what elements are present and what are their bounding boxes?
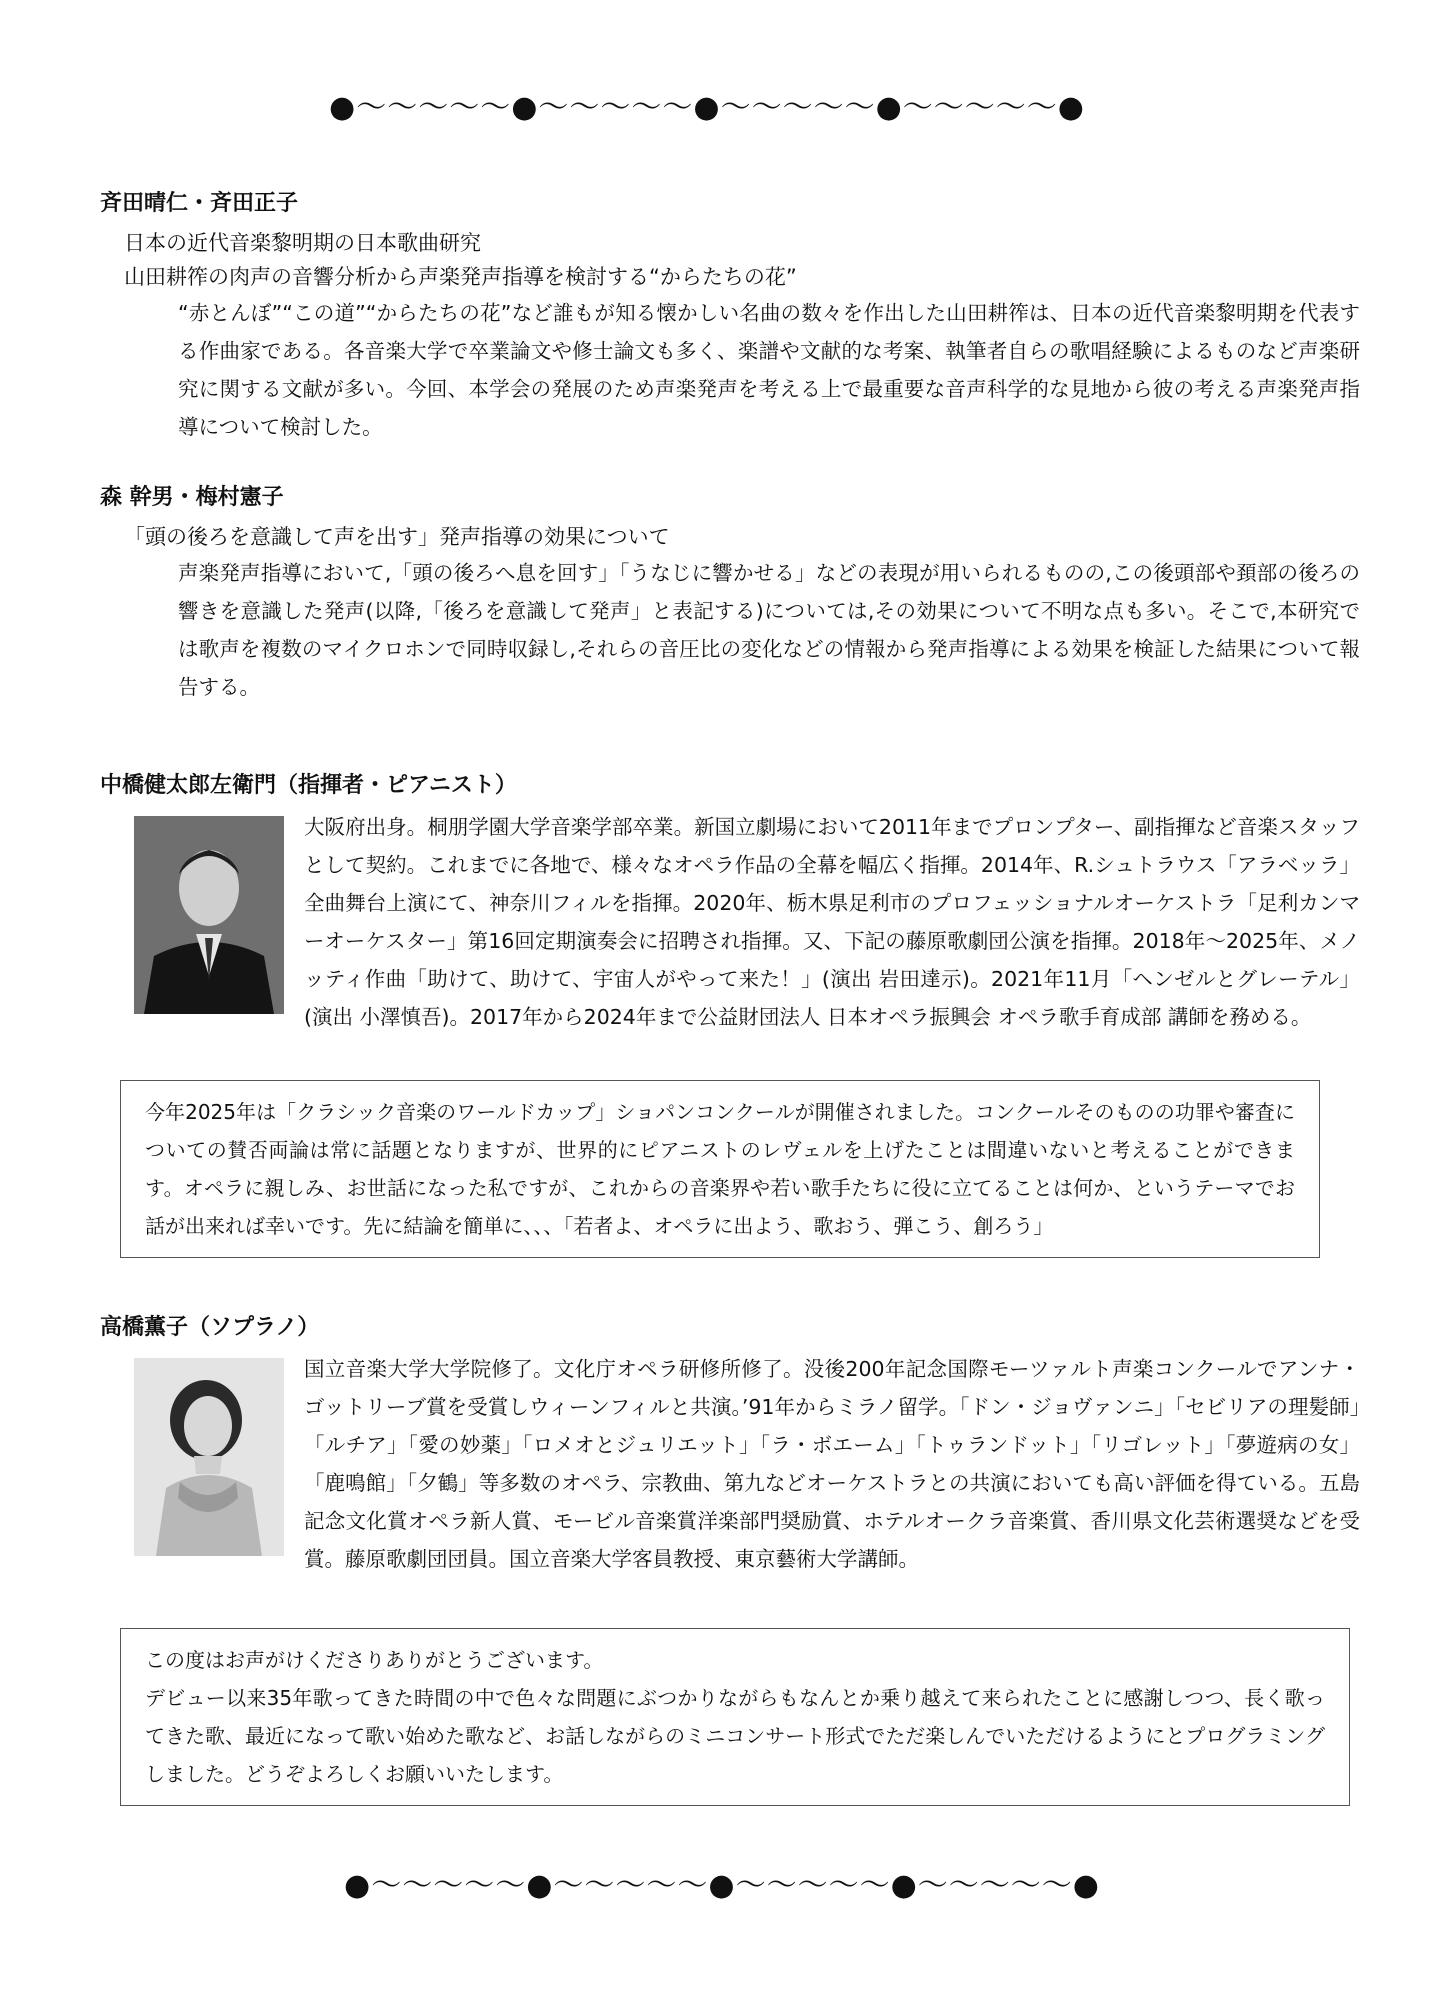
top-ornament: ●～～～～～●～～～～～●～～～～～●～～～～～● — [329, 90, 1085, 125]
presentation-saita — [100, 188, 1360, 446]
performer-name: 高橋薫子（ソプラノ） — [100, 1315, 320, 1340]
woman-portrait-icon — [134, 1358, 284, 1556]
presentation-abstract: 声楽発声指導において,「頭の後ろへ息を回す」「うなじに響かせる」などの表現が用いられるものの,この後頭部や頚部の後ろの響きを意識した発声(以降,「後ろを意識して発声」と表記する)については,その効果について不明な点も多い。そこで,本研究では歌声を複数のマイクロホンで同時収録し,それらの音圧比の変化などの情報から発声指導による効果を検証した結果について報告する。 — [178, 561, 1360, 699]
message-greeting: この度はお声がけくださりありがとうございます。 — [145, 1648, 604, 1672]
presentation-mori — [100, 482, 1360, 706]
presentation-title: 日本の近代音楽黎明期の日本歌曲研究 — [124, 231, 481, 255]
portrait-photo — [134, 1358, 284, 1556]
performer-bio: 大阪府出身。桐朋学園大学音楽学部卒業。新国立劇場において2011年までプロンプター、副指揮など音楽スタッフとして契約。これまでに各地で、様々なオペラ作品の全幕を幅広く指揮。2014年、R.シュトラウス「アラベッラ」全曲舞台上演にて、神奈川フィルを指揮。2020年、栃木県足利市のプロフェッショナルオーケストラ「足利カンマーオーケスター」第16回定期演奏会に招聘され指揮。又、下記の藤原歌劇団公演を指揮。2018年～2025年、メノッティ作曲「助けて、助けて、宇宙人がやって来た！」(演出 岩田達示)。2021年11月「ヘンゼルとグレーテル」(演出 小澤慎吾)。2017年から2024年まで公益財団法人 日本オペラ振興会 オペラ歌手育成部 講師を務める。 — [304, 815, 1360, 1029]
profile-takahashi — [100, 1312, 1360, 1578]
performer-name: 中橋健太郎左衛門（指揮者・ピアニスト） — [100, 773, 517, 798]
presentation-abstract: “赤とんぼ”“この道”“からたちの花”など誰もが知る懐かしい名曲の数々を作出した山田耕筰は、日本の近代音楽黎明期を代表する作曲家である。各音楽大学で卒業論文や修士論文も多く、楽譜や文献的な考案、執筆者自らの歌唱経験によるものなど声楽研究に関する文献が多い。今回、本学会の発展のため声楽発声を考える上で最重要な音声科学的な見地から彼の考える声楽発声指導について検討した。 — [178, 301, 1360, 439]
message-box-takahashi — [120, 1628, 1350, 1806]
profile-nakahashi — [100, 770, 1360, 1036]
presenter-name: 斉田晴仁・斉田正子 — [100, 191, 299, 216]
performer-bio: 国立音楽大学大学院修了。文化庁オペラ研修所修了。没後200年記念国際モーツァルト声楽コンクールでアンナ・ゴットリーブ賞を受賞しウィーンフィルと共演。’91年からミラノ留学。「ドン・ジョヴァンニ」「セビリアの理髪師」「ルチア」「愛の妙薬」「ロメオとジュリエット」「ラ・ボエーム」「トゥランドット」「リゴレット」「夢遊病の女」「鹿鳴館」「夕鶴」等多数のオペラ、宗教曲、第九などオーケストラとの共演においても高い評価を得ている。五島記念文化賞オペラ新人賞、モービル音楽賞洋楽部門奨励賞、ホテルオークラ音楽賞、香川県文化芸術選奨などを受賞。藤原歌劇団団員。国立音楽大学客員教授、東京藝術大学講師。 — [304, 1357, 1360, 1571]
presenter-name: 森 幹男・梅村憲子 — [100, 485, 284, 510]
bio-block — [100, 1350, 1360, 1578]
man-portrait-icon — [134, 816, 284, 1014]
message-body: デビュー以来35年歌ってきた時間の中で色々な問題にぶつかりながらもなんとか乗り越えて来られたことに感謝しつつ、長く歌ってきた歌、最近になって歌い始めた歌など、お話しながらのミニコンサート形式でただ楽しんでいただけるようにとプログラミングしました。どうぞよろしくお願いいたします。 — [145, 1686, 1325, 1786]
bio-block — [100, 808, 1360, 1036]
presentation-title: 「頭の後ろを意識して声を出す」発声指導の効果について — [124, 525, 670, 549]
portrait-photo — [134, 816, 284, 1014]
message-box-nakahashi: 今年2025年は「クラシック音楽のワールドカップ」ショパンコンクールが開催されました。コンクールそのものの功罪や審査についての賛否両論は常に話題となりますが、世界的にピアニストのレヴェルを上げたことは間違いないと考えることができます。オペラに親しみ、お世話になった私ですが、これからの音楽界や若い歌手たちに役に立てることは何か、というテーマでお話が出来れば幸いです。先に結論を簡単に、、、「若者よ、オペラに出よう、歌おう、弾こう、創ろう」 — [120, 1080, 1320, 1258]
bottom-ornament: ●～～～～～●～～～～～●～～～～～●～～～～～● — [344, 1868, 1100, 1903]
presentation-subtitle: 山田耕筰の肉声の音響分析から声楽発声指導を検討する“からたちの花” — [124, 265, 797, 289]
